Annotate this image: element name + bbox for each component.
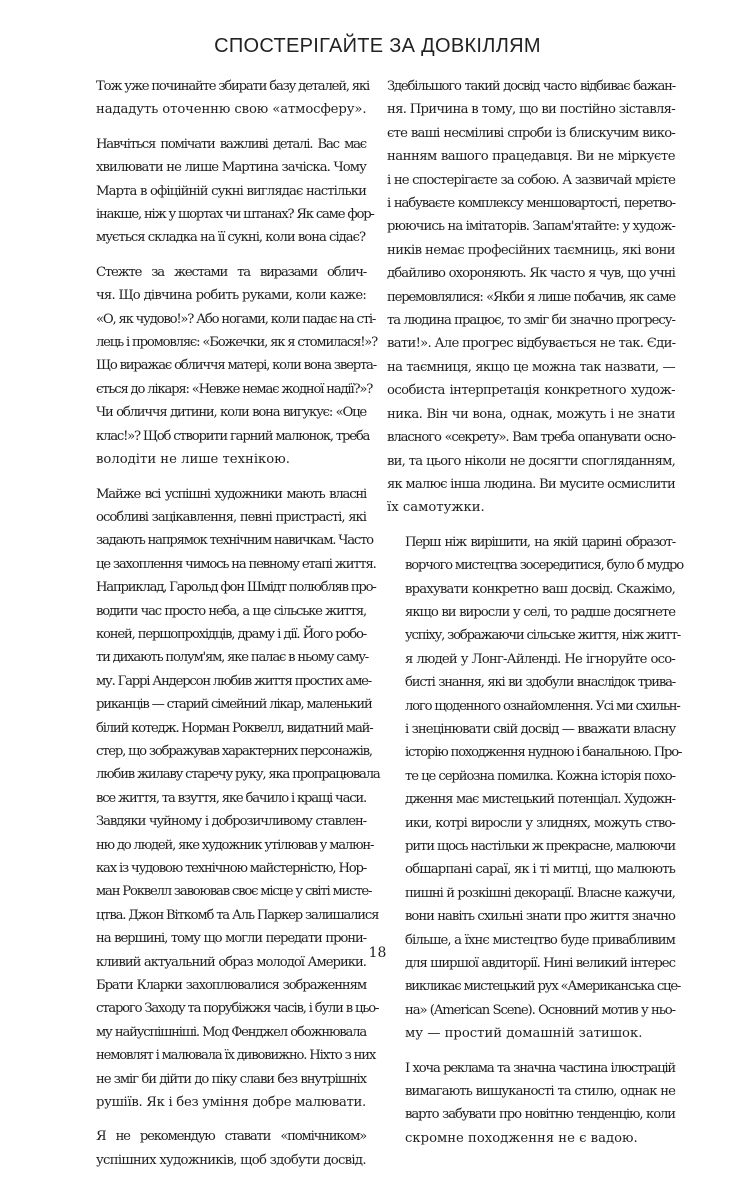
text-line: Що виражає обличчя матері, коли вона зверта- — [96, 358, 376, 374]
text-line: клас!»? Щоб створити гарний малюнок, треба — [96, 428, 370, 444]
text-line: І хоча реклама та значна частина ілюстрацій — [405, 1060, 675, 1076]
text-line: лого щоденного ознайомлення. Усі ми схильн- — [405, 698, 680, 714]
text-line: стер, що зображував характерних персонажів, — [96, 743, 372, 759]
text-line: дження має мистецький потенціал. Художн- — [405, 792, 675, 808]
text-line: «О, як чудово!»? Або ногами, коли падає на сті- — [96, 311, 376, 327]
text-line: все життя, та взуття, яке бачило і кращі часи. — [96, 790, 366, 806]
text-line: і набуваєте комплексу меншовартості, перетво- — [387, 196, 675, 212]
text-line: Тож уже починайте збирати базу деталей, які — [96, 79, 369, 94]
text-line: Марта в офіційній сукні виглядає настільки — [96, 183, 366, 199]
text-line: викликає мистецький рух «Американська сце- — [405, 979, 681, 995]
text-line: інакше, ніж у шортах чи штанах? Як саме фор- — [96, 207, 374, 223]
text-line: те це серйозна помилка. Кожна історія похо- — [405, 768, 675, 784]
text-line: рити щось настільки ж прекрасне, малюючи — [405, 839, 676, 854]
text-line: бисті знання, які ви здобули внаслідок трива- — [405, 675, 675, 691]
text-line: успішних художників, щоб здобути досвід. — [96, 1152, 366, 1168]
text-line: старого Заходу та порубіжжя часів, і були в цьо- — [96, 1001, 379, 1017]
text-line: пишні й розкішні декорації. Власне кажучи, — [405, 885, 675, 901]
text-line: і знецінювати свій досвід — вважати власну — [405, 721, 676, 737]
text-line: їх самотужки. — [387, 500, 485, 516]
text-line: нададуть оточенню свою «атмосферу». — [96, 102, 367, 118]
text-column-right — [387, 75, 684, 1161]
text-line: якщо ви виросли у селі, то радше досягнете — [405, 604, 675, 620]
text-line: ви, та цього ніколи не досягти спогляданням, — [387, 453, 675, 469]
text-line: Чи обличчя дитини, коли вона вигукує: «Оце — [96, 405, 366, 421]
page-title: СПОСТЕРІГАЙТЕ ЗА ДОВКІЛЛЯМ — [214, 35, 541, 57]
text-line: ках із чудовою технічною майстерністю, Нор- — [96, 861, 366, 876]
text-line: ників немає професійних таємниць, які вони — [387, 242, 675, 258]
text-line: історію походження нудною і банальною. Про- — [405, 745, 682, 761]
text-line: Майже всі успішні художники мають власні — [96, 486, 366, 502]
page-number: 18 — [368, 945, 387, 961]
text-line: коней, першопрохідців, драму і дії. Його робо- — [96, 626, 366, 642]
text-line: му найуспішніші. Мод Фенджел обожнювала — [96, 1024, 366, 1040]
text-line: і не спостерігаєте за собою. А зазвичай мрієте — [387, 172, 675, 188]
text-line: ти дихають полум'ям, яке палає в ньому саму- — [96, 650, 369, 666]
text-line: на вершині, тому що могли передати прони- — [96, 931, 366, 947]
text-line: вони навіть схильні знати про життя значно — [405, 909, 675, 925]
text-line: задають напрямок технічним навичкам. Часто — [96, 533, 373, 549]
text-line: мується складка на її сукні, коли вона сідає? — [96, 230, 366, 246]
text-line: рюючись на імітаторів. Запам'ятайте: у худож- — [387, 219, 675, 235]
text-line: кливий актуальний образ молодої Америки. — [96, 954, 366, 970]
text-line: дбайливо охороняють. Як часто я чув, що учні — [387, 266, 675, 282]
paragraph — [78, 1125, 366, 1172]
text-line: обшарпані сараї, як і ті митці, що малюють — [405, 862, 675, 878]
text-line: на» (American Scene). Основний мотив у ньо- — [405, 1002, 675, 1018]
text-line: Перш ніж вирішити, на якій царині образот- — [405, 534, 675, 550]
text-line: Я не рекомендую ставати «помічником» — [96, 1129, 366, 1145]
text-line: це захоплення чимось на певному етапі життя. — [96, 556, 376, 572]
text-line: чя. Що дівчина робить руками, коли каже: — [96, 288, 366, 304]
text-line: ника. Він чи вона, однак, можуть і не знати — [387, 406, 675, 422]
text-line: рушіїв. Як і без уміння добре малювати. — [96, 1095, 366, 1111]
text-line: Навчіться помічати важливі деталі. Вас має — [96, 136, 366, 152]
text-line: ики, котрі виросли у злиднях, можуть ство- — [405, 815, 675, 831]
text-line: вати!». Але прогрес відбувається не так. Єди- — [387, 336, 676, 352]
paragraph — [387, 531, 684, 1046]
paragraph — [387, 75, 675, 520]
text-line: я людей у Лонг-Айленді. Не ігноруйте осо- — [405, 651, 675, 667]
text-line: на таємниця, якщо це можна так назвати, — — [387, 359, 675, 375]
text-line: хвилювати не лише Мартина зачіска. Чому — [96, 160, 366, 176]
text-line: єте ваші несміливі спроби із блискучим вико- — [387, 125, 675, 141]
text-line: ється до лікаря: «Невже немає жодної надії?»? — [96, 381, 373, 397]
text-line: як малює інша людина. Ви мусите осмислити — [387, 476, 675, 492]
text-line: нанням вашого працедавця. Ви не міркуєте — [387, 149, 675, 165]
text-line: вимагають вишуканості та стилю, однак не — [405, 1084, 675, 1100]
text-line: варто забувати про новітню тенденцію, коли — [405, 1107, 675, 1123]
text-line: для ширшої авдиторії. Нині великий інтерес — [405, 956, 675, 972]
text-line: Стежте за жестами та виразами облич- — [96, 264, 366, 280]
text-line: ман Роквелл завоював своє місце у світі мисте- — [96, 884, 372, 900]
text-line: цтва. Джон Віткомб та Аль Паркер залишалися — [96, 907, 379, 923]
text-line: особиста інтерпретація конкретного худож- — [387, 383, 675, 399]
text-line: скромне походження не є вадою. — [405, 1130, 638, 1146]
paragraph — [387, 1057, 675, 1151]
text-line: не зміг би дійти до піку слави без внутрішніх — [96, 1071, 366, 1087]
text-line: та людина працює, то зміг би значно прогресу- — [387, 313, 675, 329]
paragraph — [78, 261, 378, 472]
paragraph — [78, 75, 369, 122]
text-line: особливі зацікавлення, певні пристрасті, які — [96, 509, 366, 525]
text-line: му. Гаррі Андерсон любив життя простих аме- — [96, 673, 372, 689]
text-line: більше, а їхнє мистецтво буде привабливим — [405, 932, 675, 948]
text-line: перемовлялися: «Якби я лише побачив, як саме — [387, 289, 675, 305]
text-line: Завдяки чуйному і доброзичливому ставлен- — [96, 814, 366, 830]
text-line: власного «секрету». Вам треба опанувати осно- — [387, 430, 675, 446]
text-line: білий котедж. Норман Роквелл, видатний май- — [96, 720, 373, 736]
text-line: риканців — старий сімейний лікар, маленький — [96, 697, 372, 713]
text-line: лець і промовляє: «Божечки, як я стомилася!»? — [96, 335, 378, 351]
text-line: Брати Кларки захоплювалися зображенням — [96, 978, 366, 994]
text-line: водити час просто неба, а ще сільське життя, — [96, 603, 366, 619]
paragraph — [78, 133, 374, 250]
text-line: ворчого мистецтва зосередитися, було б мудро — [405, 558, 684, 574]
text-line: Наприклад, Гарольд фон Шмідт полюбляв про- — [96, 580, 376, 596]
text-line: ню до людей, яке художник утілював у малюн- — [96, 837, 374, 853]
text-line: любив жилаву старечу руку, яка пропрацювала — [96, 767, 380, 783]
text-line: ня. Причина в тому, що ви постійно зіставля- — [387, 102, 675, 118]
text-line: немовлят і малювала їх дивовижно. Ніхто з них — [96, 1048, 376, 1064]
text-line: му — простий домашній затишок. — [405, 1026, 643, 1042]
text-line: успіху, зображаючи сільське життя, ніж житт- — [405, 628, 680, 644]
text-line: володіти не лише технікою. — [96, 452, 290, 468]
text-line: врахувати конкретно ваш досвід. Скажімо, — [405, 581, 675, 597]
text-line: Здебільшого такий досвід часто відбиває бажан- — [387, 79, 675, 94]
